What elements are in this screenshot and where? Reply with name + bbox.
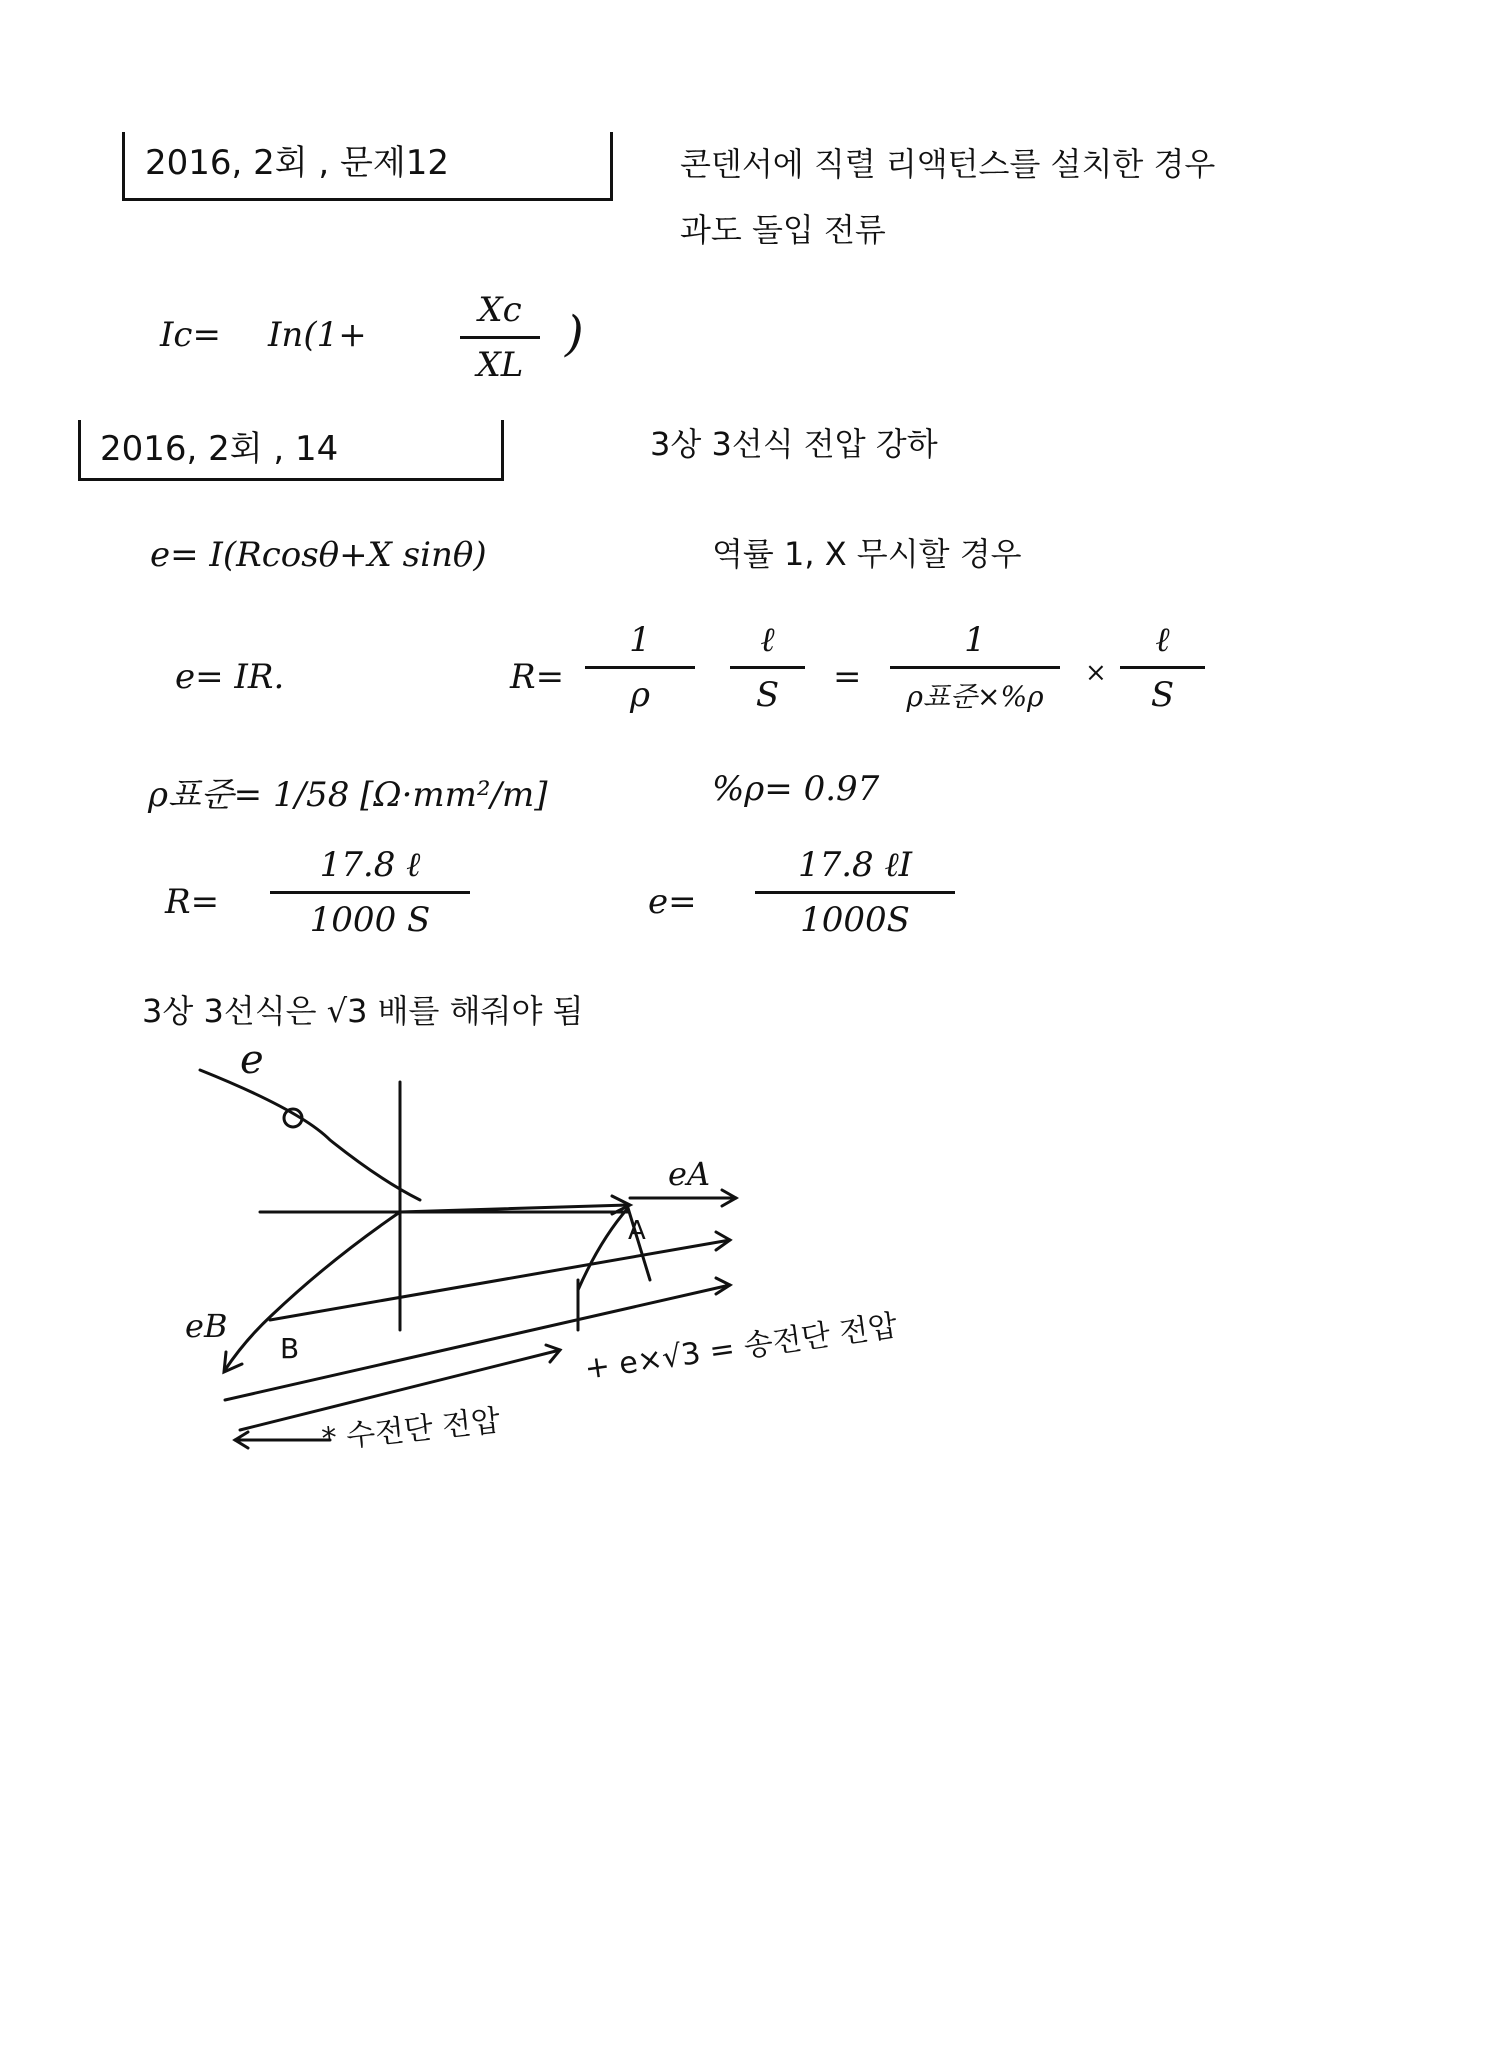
diagram-label-eb: eB xyxy=(185,1307,228,1345)
section1-topic-line1: 콘덴서에 직렬 리액턴스를 설치한 경우 xyxy=(680,145,1216,183)
eq-voltage-drop-general: e= I(Rcosθ+X sinθ) xyxy=(150,535,487,575)
diagram-label-a: A xyxy=(628,1216,646,1246)
section1-header: 2016, 2회 , 문제12 xyxy=(145,143,449,183)
r-label: R= xyxy=(510,657,565,697)
formula-ic-rhs-prefix: In(1+ xyxy=(268,315,367,355)
r-frac2-num: ℓ xyxy=(760,620,775,660)
r-frac3-den: ρ표준×%ρ xyxy=(906,680,1044,713)
diagram-note-right: + e×√3 = 송전단 전압 xyxy=(582,1308,900,1387)
diagram-curve-e xyxy=(200,1070,420,1200)
vector-origin-to-b xyxy=(225,1212,400,1370)
diagram-note-bottom: * 수전단 전압 xyxy=(320,1403,502,1457)
formula-ic-lhs: Ic= xyxy=(160,315,221,355)
e2-num: 17.8 ℓI xyxy=(797,845,913,885)
frac-num-xc: Xc xyxy=(478,290,522,330)
diagram-label-ea: eA xyxy=(668,1155,711,1193)
r-equals: = xyxy=(833,657,862,697)
line-b-to-right xyxy=(270,1240,730,1320)
line-a-curve xyxy=(578,1208,628,1290)
e2-label: e= xyxy=(648,882,697,922)
frac-den-xl: XL xyxy=(476,345,524,385)
r-frac3-num: 1 xyxy=(964,620,986,660)
r-frac1-num: 1 xyxy=(629,620,651,660)
rho-percent: %ρ= 0.97 xyxy=(712,769,880,809)
r-frac4-num: ℓ xyxy=(1155,620,1170,660)
section1-topic-line2: 과도 돌입 전류 xyxy=(680,211,886,249)
section2-topic: 3상 3선식 전압 강하 xyxy=(650,425,938,463)
r-frac4-den: S xyxy=(1150,675,1175,715)
formula-ic-close: ) xyxy=(565,306,584,362)
diagram-label-b: B xyxy=(280,1332,300,1365)
r-frac1-den: ρ xyxy=(630,675,650,715)
e2-den: 1000S xyxy=(800,900,910,940)
note-three-phase: 3상 3선식은 √3 배를 해줘야 됨 xyxy=(142,992,584,1030)
r2-label: R= xyxy=(165,882,220,922)
diagram-label-e-top: e xyxy=(240,1037,264,1083)
r2-num: 17.8 ℓ xyxy=(319,845,421,885)
eq-e-ir: e= IR. xyxy=(175,657,285,697)
r2-den: 1000 S xyxy=(309,900,431,940)
note-power-factor: 역률 1, X 무시할 경우 xyxy=(712,535,1022,573)
r-times: × xyxy=(1085,658,1107,688)
rho-standard: ρ표준= 1/58 [Ω·mm²/m] xyxy=(148,775,548,815)
section2-header: 2016, 2회 , 14 xyxy=(100,429,339,469)
r-frac2-den: S xyxy=(755,675,780,715)
